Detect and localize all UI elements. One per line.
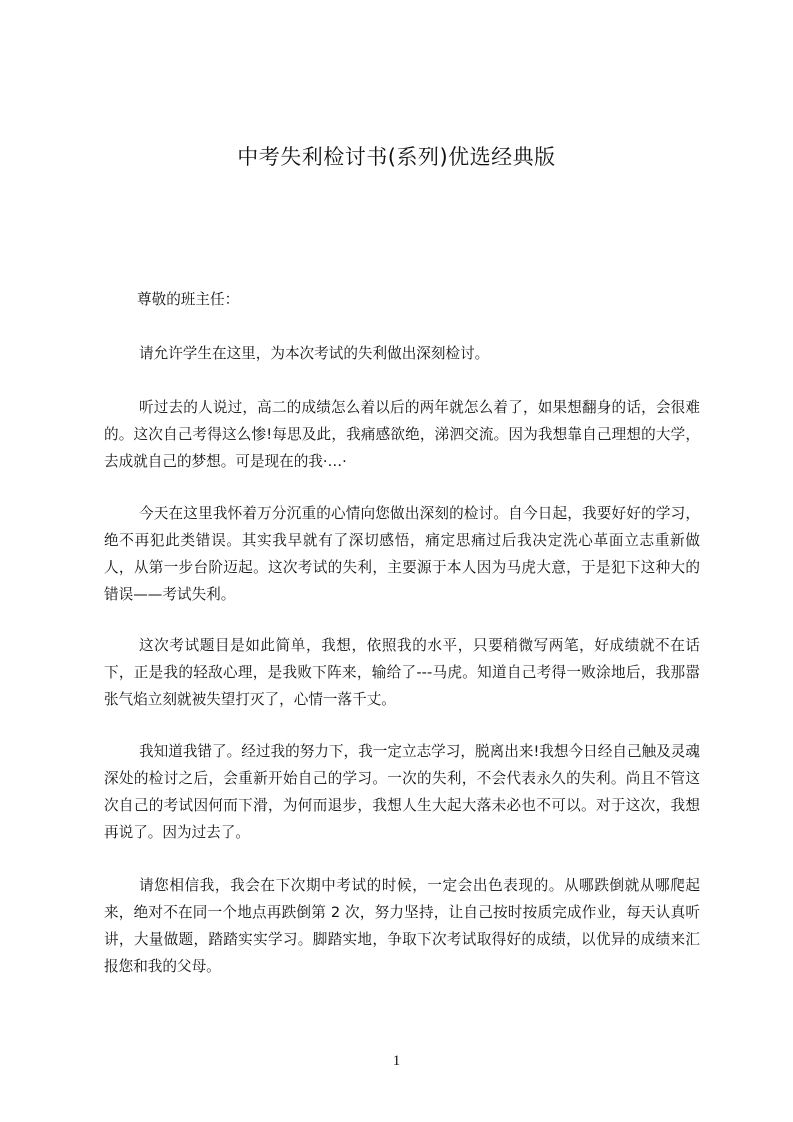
paragraph-4: 这次考试题目是如此简单，我想，依照我的水平，只要稍微写两笔，好成绩就不在话下，正是我的轻敌心理，是我败下阵来，输给了---马虎。知道自己考得一败涂地后，我那嚣张气焰立刻就被失望打灭了，心情一落千丈。 — [104, 637, 700, 708]
salutation: 尊敬的班主任： — [137, 291, 240, 308]
paragraph-3: 今天在这里我怀着万分沉重的心情向您做出深刻的检讨。自今日起，我要好好的学习，绝不再犯此类错误。其实我早就有了深切感悟，痛定思痛过后我决定洗心革面立志重新做人，从第一步台阶迈起。这次考试的失利，主要源于本人因为马虎大意，于是犯下这种大的错误——考试失利。 — [104, 505, 700, 603]
document-title: 中考失利检讨书(系列)优选经典版 — [237, 145, 556, 169]
paragraph-2: 听过去的人说过，高二的成绩怎么着以后的两年就怎么着了，如果想翻身的话，会很难的。这次自己考得这么惨!每思及此，我痛感欲绝，涕泗交流。因为我想靠自己理想的大学，去成就自己的梦想。可是现在的我·…· — [104, 399, 700, 470]
paragraph-5: 我知道我错了。经过我的努力下，我一定立志学习，脱离出来!我想今日经自己触及灵魂深处的检讨之后，会重新开始自己的学习。一次的失利，不会代表永久的失利。尚且不管这次自己的考试因何而下滑，为何而退步，我想人生大起大落未必也不可以。对于这次，我想再说了。因为过去了。 — [104, 743, 700, 841]
page-number: 1 — [392, 1053, 401, 1069]
paragraph-1: 请允许学生在这里，为本次考试的失利做出深刻检讨。 — [139, 345, 490, 362]
paragraph-6: 请您相信我，我会在下次期中考试的时候，一定会出色表现的。从哪跌倒就从哪爬起来，绝对不在同一个地点再跌倒第 2 次，努力坚持，让自己按时按质完成作业，每天认真听讲，大量做题，踏踏实实学习。脚踏实地，争取下次考试取得好的成绩，以优异的成绩来汇报您和我的父母。 — [104, 877, 700, 975]
